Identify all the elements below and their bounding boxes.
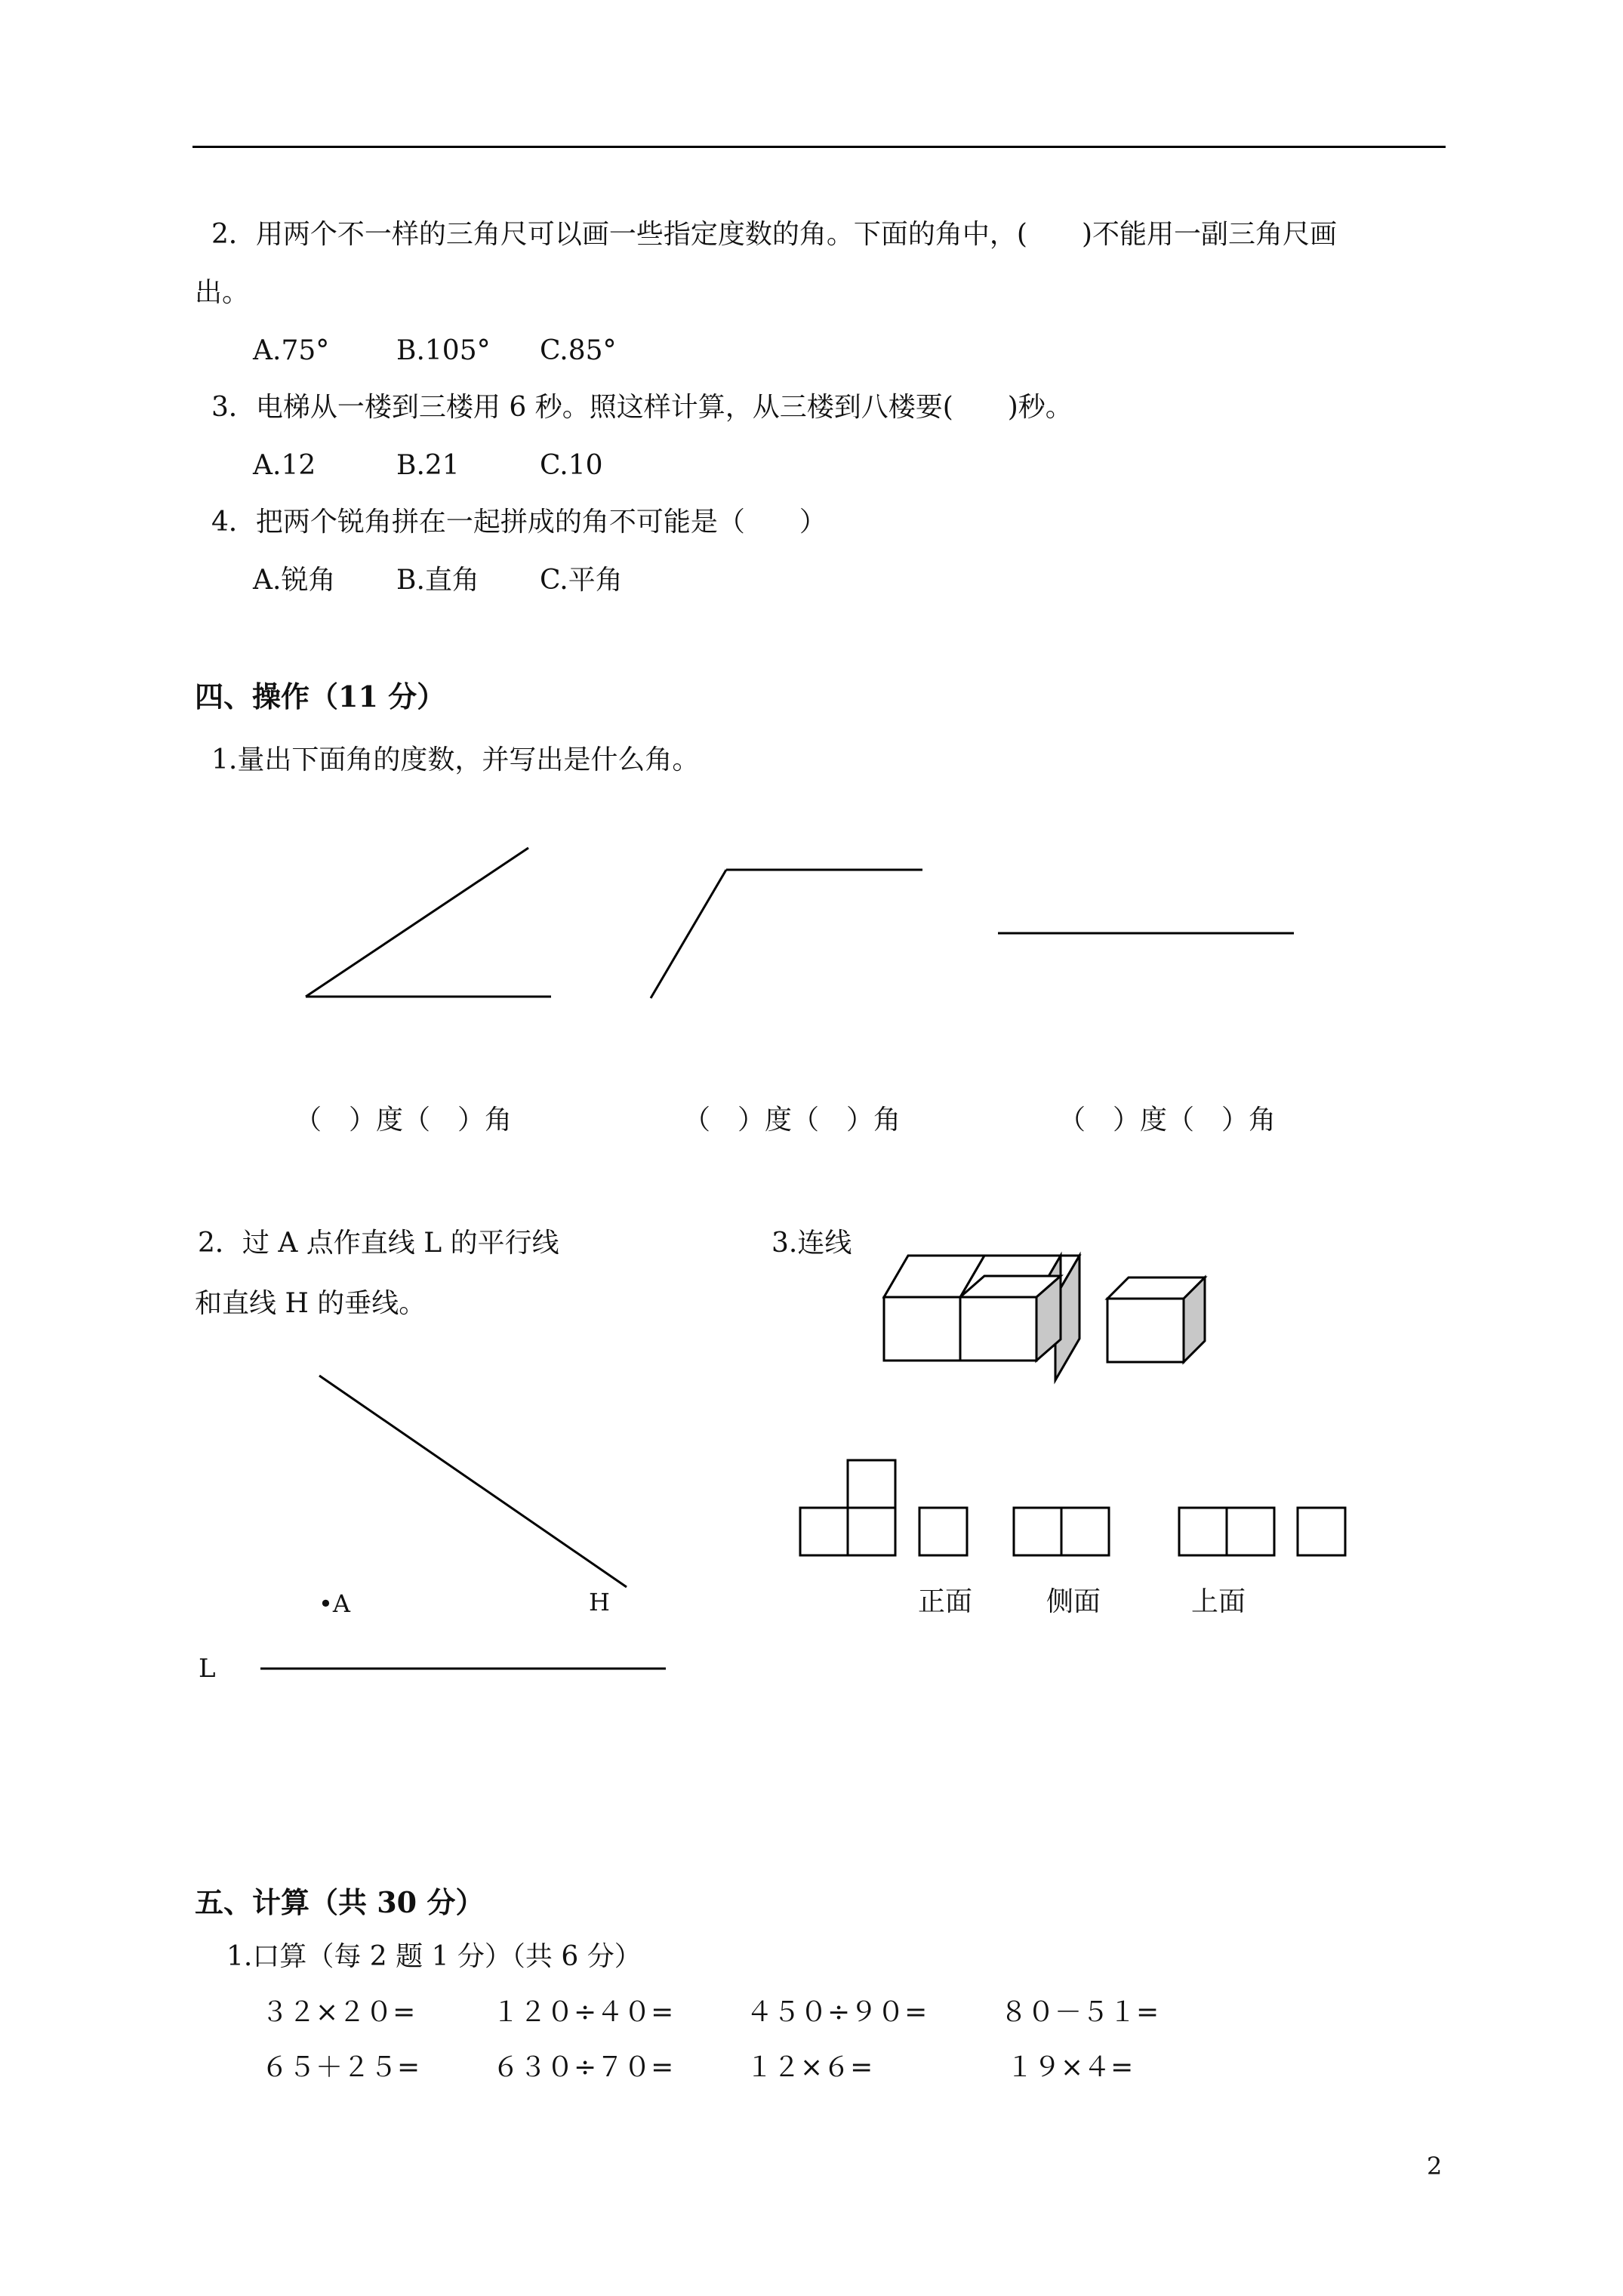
view-option-2 bbox=[919, 1508, 967, 1555]
cube-single-front bbox=[1107, 1299, 1184, 1362]
mc-q2-line1: 2．用两个不一样的三角尺可以画一些指定度数的角。下面的角中，( )不能用一副三角尺画 bbox=[211, 219, 1337, 250]
line-h bbox=[319, 1376, 627, 1587]
view-option-1 bbox=[800, 1460, 895, 1555]
mc-q4-option-b: B.直角 bbox=[396, 565, 479, 596]
calc-r2-c3: １２×６= bbox=[746, 2052, 873, 2083]
calc-r1-c3: ４５０÷９０= bbox=[746, 1997, 928, 2028]
point-a-label: •A bbox=[319, 1589, 350, 1618]
mc-q2-line2: 出。 bbox=[195, 277, 250, 308]
mc-q4-option-c: C.平角 bbox=[540, 565, 623, 596]
mc-q2-option-b: B.105° bbox=[396, 335, 491, 366]
view-option-4 bbox=[1179, 1508, 1274, 1555]
mc-q3-option-c: C.10 bbox=[540, 450, 603, 481]
line-l-label: L bbox=[199, 1653, 216, 1684]
calc-r2-c1: ６５＋２５= bbox=[261, 2052, 420, 2083]
section4-q2-line1: 2．过 A 点作直线 L 的平行线 bbox=[198, 1228, 559, 1259]
line-h-label: H bbox=[589, 1588, 610, 1616]
section4-q3-title: 3.连线 bbox=[771, 1228, 852, 1259]
cube-left-front bbox=[884, 1297, 960, 1361]
view-option-5 bbox=[1298, 1508, 1345, 1555]
angle2-answer: （ ）度（ ）角 bbox=[683, 1105, 901, 1136]
section4-q1-text: 1.量出下面角的度数，并写出是什么角。 bbox=[211, 744, 700, 775]
section4-q2-line2: 和直线 H 的垂线。 bbox=[195, 1288, 427, 1319]
mc-q3-option-b: B.21 bbox=[396, 450, 460, 481]
cube-group-left bbox=[884, 1256, 1079, 1380]
calc-r2-c4: １９×４= bbox=[1006, 2052, 1134, 2083]
calc-r2-c2: ６３０÷７０= bbox=[492, 2052, 674, 2083]
cube-single-right bbox=[1107, 1277, 1205, 1362]
angle3-answer: （ ）度（ ）角 bbox=[1058, 1105, 1277, 1136]
cube-middle-front bbox=[960, 1297, 1036, 1361]
view-option-3 bbox=[1014, 1508, 1109, 1555]
view-label-top: 上面 bbox=[1191, 1586, 1246, 1617]
page-number: 2 bbox=[1427, 2152, 1443, 2180]
view-label-side: 侧面 bbox=[1046, 1586, 1101, 1617]
calc-r1-c4: ８０－５１= bbox=[1000, 1997, 1160, 2028]
section5-title: 五、计算（共 30 分） bbox=[195, 1885, 485, 1919]
calc-r1-c1: ３２×２０= bbox=[261, 1997, 416, 2028]
angle2-ray-left bbox=[651, 870, 726, 998]
calc-r1-c2: １２０÷４０= bbox=[492, 1997, 674, 2028]
mc-q3-option-a: A.12 bbox=[253, 450, 316, 481]
mc-q4-option-a: A.锐角 bbox=[253, 565, 336, 596]
mc-q4-text: 4．把两个锐角拼在一起拼成的角不可能是（ ） bbox=[211, 507, 827, 538]
mc-q3-text: 3．电梯从一楼到三楼用 6 秒。照这样计算，从三楼到八楼要( )秒。 bbox=[211, 392, 1073, 423]
mc-q2-option-a: A.75° bbox=[253, 335, 330, 366]
mc-q2-option-c: C.85° bbox=[540, 335, 617, 366]
section5-q1-title: 1.口算（每 2 题 1 分）（共 6 分） bbox=[226, 1941, 642, 1972]
angle1-ray-upper bbox=[306, 848, 528, 997]
section4-title: 四、操作（11 分） bbox=[195, 680, 446, 713]
view-label-front: 正面 bbox=[918, 1586, 973, 1617]
angle1-answer: （ ）度（ ）角 bbox=[294, 1105, 513, 1136]
